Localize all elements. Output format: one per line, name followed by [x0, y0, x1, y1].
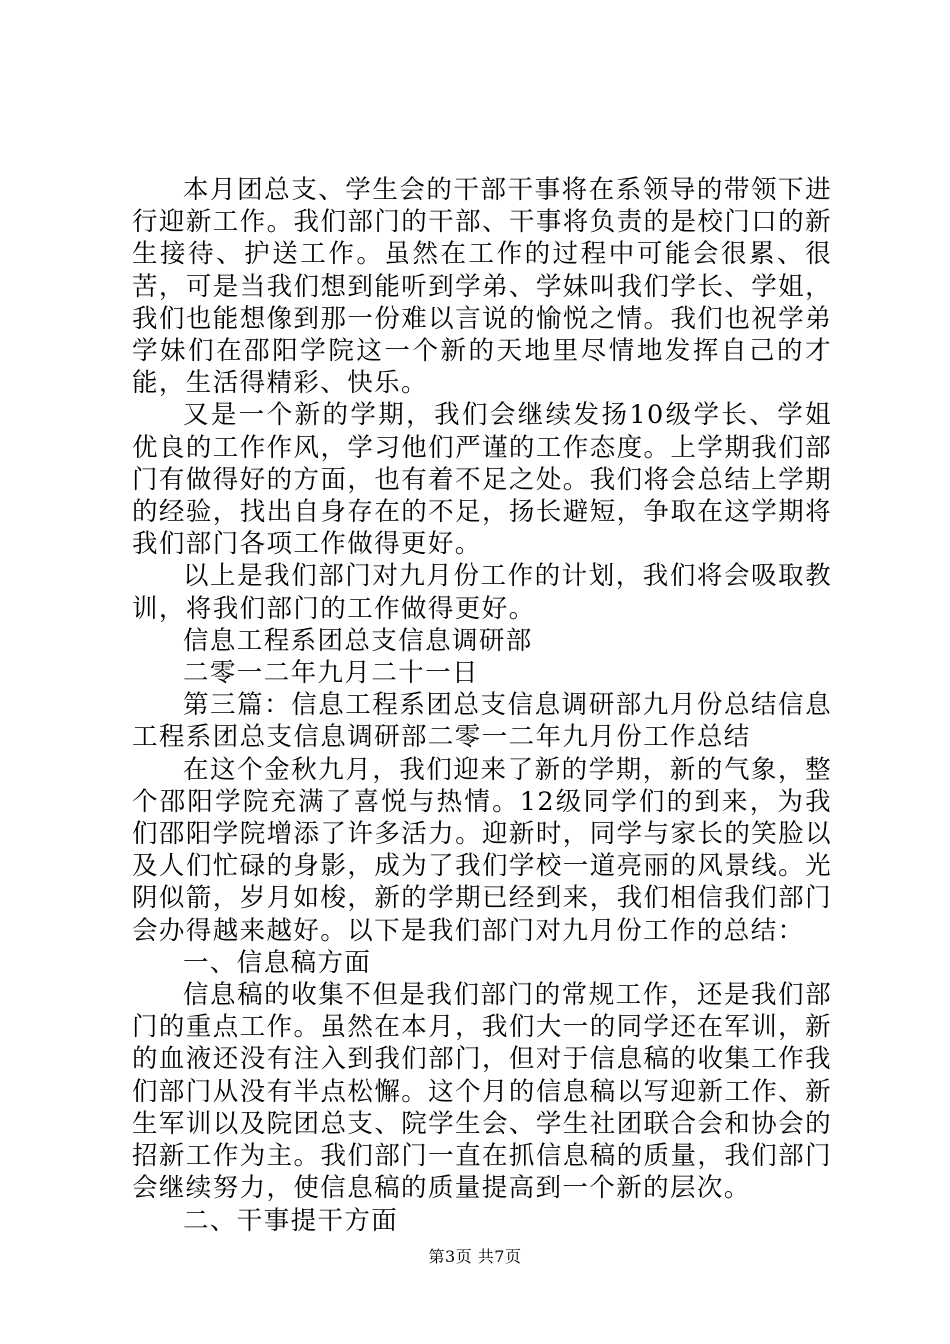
paragraph-plan-conclusion: 以上是我们部门对九月份工作的计划，我们将会吸取教训，将我们部门的工作做得更好。: [132, 561, 832, 624]
paragraph-info-drafts: 信息稿的收集不但是我们部门的常规工作，还是我们部门的重点工作。虽然在本月，我们大一的同学还在军训，新的血液还没有注入到我们部门，但对于信息稿的收集工作我们部门从没有半点松懈。这个月的信息稿以写迎新工作、新生军训以及院团总支、院学生会、学生社团联合会和协会的招新工作为主。我们部门一直在抓信息稿的质量，我们部门会继续努力，使信息稿的质量提高到一个新的层次。: [132, 980, 832, 1204]
signature-date: 二零一二年九月二十一日: [183, 658, 479, 689]
page-number-footer: 第3页 共7页: [428, 1247, 522, 1266]
signature-department: 信息工程系团总支信息调研部: [183, 625, 533, 656]
paragraph-new-semester: 又是一个新的学期，我们会继续发扬10级学长、学姐优良的工作作风，学习他们严谨的工作态度。上学期我们部门有做得好的方面，也有着不足之处。我们将会总结上学期的经验，找出自身存在的不足，扬长避短，争取在这学期将我们部门各项工作做得更好。: [132, 400, 832, 560]
document-body: [132, 174, 832, 1237]
section-title-part-three: 第三篇：信息工程系团总支信息调研部九月份总结信息工程系团总支信息调研部二零一二年九月份工作总结: [132, 690, 832, 753]
paragraph-autumn-intro: 在这个金秋九月，我们迎来了新的学期，新的气象，整个邵阳学院充满了喜悦与热情。12级同学们的到来，为我们邵阳学院增添了许多活力。迎新时，同学与家长的笑脸以及人们忙碌的身影，成为了我们学校一道亮丽的风景线。光阴似箭，岁月如梭，新的学期已经到来，我们相信我们部门会办得越来越好。以下是我们部门对九月份工作的总结：: [132, 754, 832, 946]
heading-staff-promotion: 二、干事提干方面: [183, 1205, 399, 1236]
paragraph-welcome-work: 本月团总支、学生会的干部干事将在系领导的带领下进行迎新工作。我们部门的干部、干事将负责的是校门口的新生接待、护送工作。虽然在工作的过程中可能会很累、很苦，可是当我们想到能听到学弟、学妹叫我们学长、学姐，我们也能想像到那一份难以言说的愉悦之情。我们也祝学弟学妹们在邵阳学院这一个新的天地里尽情地发挥自己的才能，生活得精彩、快乐。: [132, 175, 832, 399]
heading-info-drafts: 一、信息稿方面: [183, 947, 372, 978]
